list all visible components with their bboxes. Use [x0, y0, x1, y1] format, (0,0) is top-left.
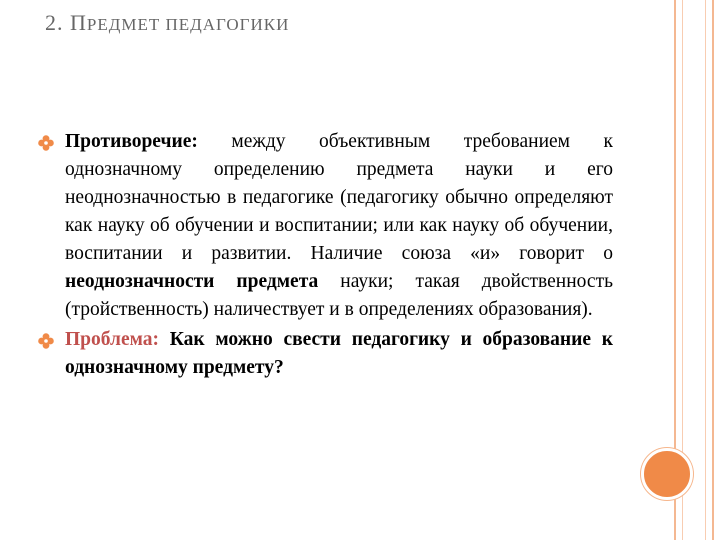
title-number: 2. — [45, 10, 70, 35]
title-first-letter: П — [70, 10, 87, 35]
slide-title — [45, 10, 289, 36]
bullet-list — [38, 128, 613, 384]
bullet-item-problem — [38, 326, 613, 382]
bullet-label: Проблема: — [65, 329, 160, 350]
title-rest: РЕДМЕТ ПЕДАГОГИКИ — [86, 15, 290, 34]
bullet-text: между объективным требованием к однозначному определению предмета науки и его неоднозначностью в педагогике (педагогику обычно определяют как науку об обучении и воспитании; или как науку об обучении, воспитании и развитии. Наличие союза «и» говорит о — [65, 131, 613, 264]
bullet-text-continued: науки; такая двойственность (тройственность) наличествует и в определениях образования). — [65, 271, 613, 320]
bullet-item-contradiction — [38, 128, 613, 324]
bullet-text: Как можно свести педагогику и образование к однозначному предмету? — [65, 329, 613, 378]
decorative-circle — [641, 448, 693, 500]
bullet-label: Противоречие: — [65, 131, 198, 152]
bullet-emphasis: неоднозначности предмета — [65, 271, 319, 292]
flower-bullet-icon — [38, 333, 54, 349]
flower-bullet-icon — [38, 135, 54, 151]
